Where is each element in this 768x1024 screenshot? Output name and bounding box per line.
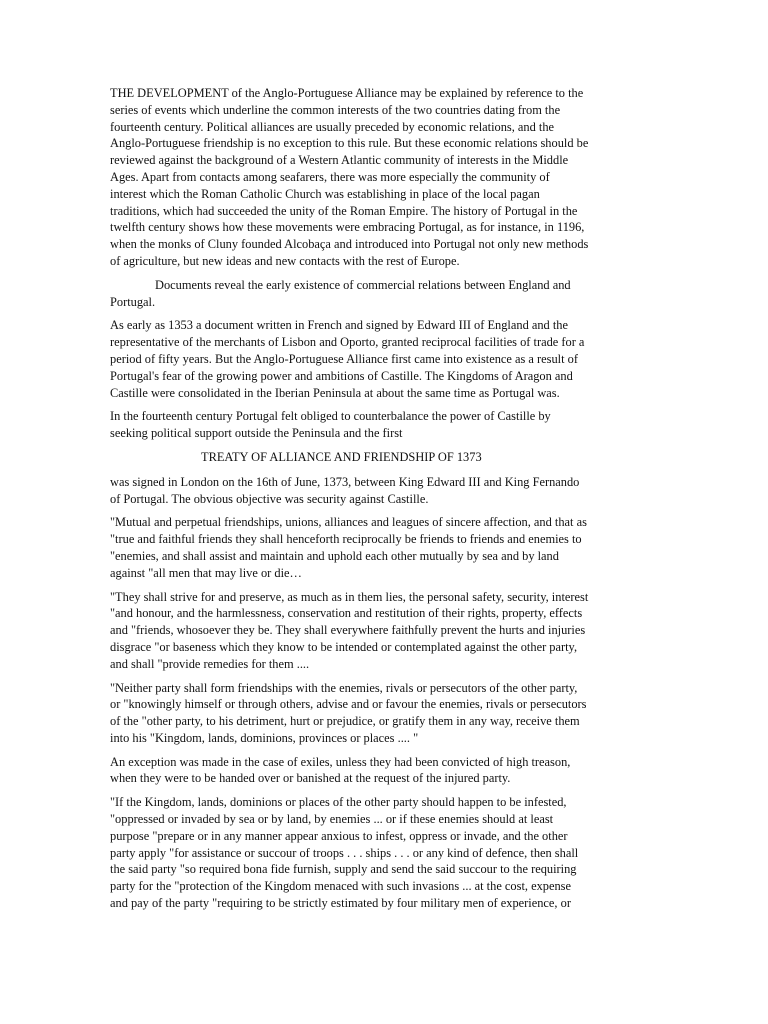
text-line: "They shall strive for and preserve, as much as in them lies, the personal safety, security, interest bbox=[110, 589, 589, 604]
text-line: THE DEVELOPMENT of the Anglo-Portuguese Alliance may be explained by reference to the bbox=[110, 86, 584, 100]
paragraph-fourteenth-century bbox=[110, 408, 658, 442]
text-line: Castille were consolidated in the Iberian Peninsula at about the same time as Portugal was. bbox=[110, 385, 560, 400]
text-line: Documents reveal the early existence of commercial relations between England and bbox=[155, 277, 571, 292]
paragraph-quote-kingdom bbox=[110, 794, 658, 912]
text-line: seeking political support outside the Peninsula and the first bbox=[110, 426, 403, 441]
paragraph-quote-mutual bbox=[110, 514, 658, 581]
paragraph-intro bbox=[110, 85, 658, 270]
text-line: and pay of the party "requiring to be strictly estimated by four military men of experience, or bbox=[110, 896, 571, 911]
text-line: against "all men that may live or die… bbox=[110, 565, 302, 580]
text-line: disgrace "or baseness which they know to be intended or contemplated against the other party, bbox=[110, 639, 578, 654]
text-line: In the fourteenth century Portugal felt obliged to counterbalance the power of Castille by bbox=[110, 409, 551, 424]
text-line: representative of the merchants of Lisbon and Oporto, granted reciprocal facilities of trade for a bbox=[110, 335, 585, 350]
text-line: "true and faithful friends they shall henceforth reciprocally be friends to friends and enemies to bbox=[110, 532, 582, 547]
paragraph-1353 bbox=[110, 317, 658, 401]
paragraph-documents bbox=[110, 277, 658, 311]
text-line: of agriculture, but new ideas and new contacts with the rest of Europe. bbox=[110, 253, 460, 268]
text-line: traditions, which had succeeded the unity of the Roman Empire. The history of Portugal in the bbox=[110, 203, 578, 218]
text-line: or "knowingly himself or through others, advise and or favour the enemies, rivals or persecutors bbox=[110, 697, 587, 712]
text-line: reviewed against the background of a Western Atlantic community of interests in the Middle bbox=[110, 153, 569, 168]
paragraph-quote-neither bbox=[110, 680, 658, 747]
text-line: fourteenth century. Political alliances are usually preceded by economic relations, and the bbox=[110, 119, 555, 134]
text-line: "If the Kingdom, lands, dominions or places of the other party should happen to be infested, bbox=[110, 795, 567, 810]
text-line: "oppressed or invaded by sea or by land, by enemies ... or if these enemies should at least bbox=[110, 812, 554, 827]
paragraph-signed-london bbox=[110, 474, 658, 508]
paragraph-exiles bbox=[110, 754, 658, 788]
text-line: was signed in London on the 16th of June, 1373, between King Edward III and King Fernando bbox=[110, 474, 580, 489]
text-line: and "friends, whosoever they be. They shall everywhere faithfully prevent the hurts and injuries bbox=[110, 623, 586, 638]
text-line: "and honour, and the harmlessness, conservation and restitution of their rights, property, effects bbox=[110, 606, 583, 621]
text-line: the said party "so required bona fide furnish, supply and send the said succour to the requiring bbox=[110, 862, 577, 877]
section-heading: TREATY OF ALLIANCE AND FRIENDSHIP OF 1373 bbox=[201, 449, 482, 464]
text-line: purpose "prepare or in any manner appear anxious to infest, oppress or invade, and the other bbox=[110, 828, 568, 843]
document-page bbox=[110, 85, 658, 919]
text-line: into his "Kingdom, lands, dominions, provinces or places .... " bbox=[110, 730, 419, 745]
text-line: when they were to be handed over or banished at the request of the injured party. bbox=[110, 771, 511, 786]
text-line: when the monks of Cluny founded Alcobaça and introduced into Portugal not only new methods bbox=[110, 237, 589, 252]
text-line: Portugal's fear of the growing power and ambitions of Castille. The Kingdoms of Aragon and bbox=[110, 368, 573, 383]
text-line: As early as 1353 a document written in French and signed by Edward III of England and the bbox=[110, 318, 568, 333]
text-line: Portugal. bbox=[110, 294, 156, 309]
text-line: series of events which underline the common interests of the two countries dating from the bbox=[110, 102, 561, 117]
text-line: interest which the Roman Catholic Church was establishing in place of the local pagan bbox=[110, 186, 540, 201]
text-line: "Mutual and perpetual friendships, unions, alliances and leagues of sincere affection, and that as bbox=[110, 515, 587, 530]
text-line: "enemies, and shall assist and maintain and uphold each other mutually by sea and by land bbox=[110, 548, 559, 563]
text-line: An exception was made in the case of exiles, unless they had been convicted of high treason, bbox=[110, 754, 571, 769]
text-line: party for the "protection of the Kingdom menaced with such invasions ... at the cost, expense bbox=[110, 879, 571, 894]
text-line: of Portugal. The obvious objective was security against Castille. bbox=[110, 491, 429, 506]
text-line: of the "other party, to his detriment, hurt or prejudice, or gratify them in any way, receive them bbox=[110, 714, 580, 729]
paragraph-quote-strive bbox=[110, 589, 658, 673]
text-line: period of fifty years. But the Anglo-Portuguese Alliance first came into existence as a result of bbox=[110, 351, 578, 366]
text-line: twelfth century shows how these movements were embracing Portugal, as for instance, in 1196, bbox=[110, 220, 585, 235]
text-line: "Neither party shall form friendships with the enemies, rivals or persecutors of the other party, bbox=[110, 680, 578, 695]
text-line: Anglo-Portuguese friendship is no exception to this rule. But these economic relations should be bbox=[110, 136, 589, 151]
text-line: party apply "for assistance or succour of troops . . . ships . . . or any kind of defence, then shall bbox=[110, 845, 579, 860]
text-line: and shall "provide remedies for them .... bbox=[110, 656, 310, 671]
text-line: Ages. Apart from contacts among seafarers, there was more especially the community of bbox=[110, 169, 550, 184]
